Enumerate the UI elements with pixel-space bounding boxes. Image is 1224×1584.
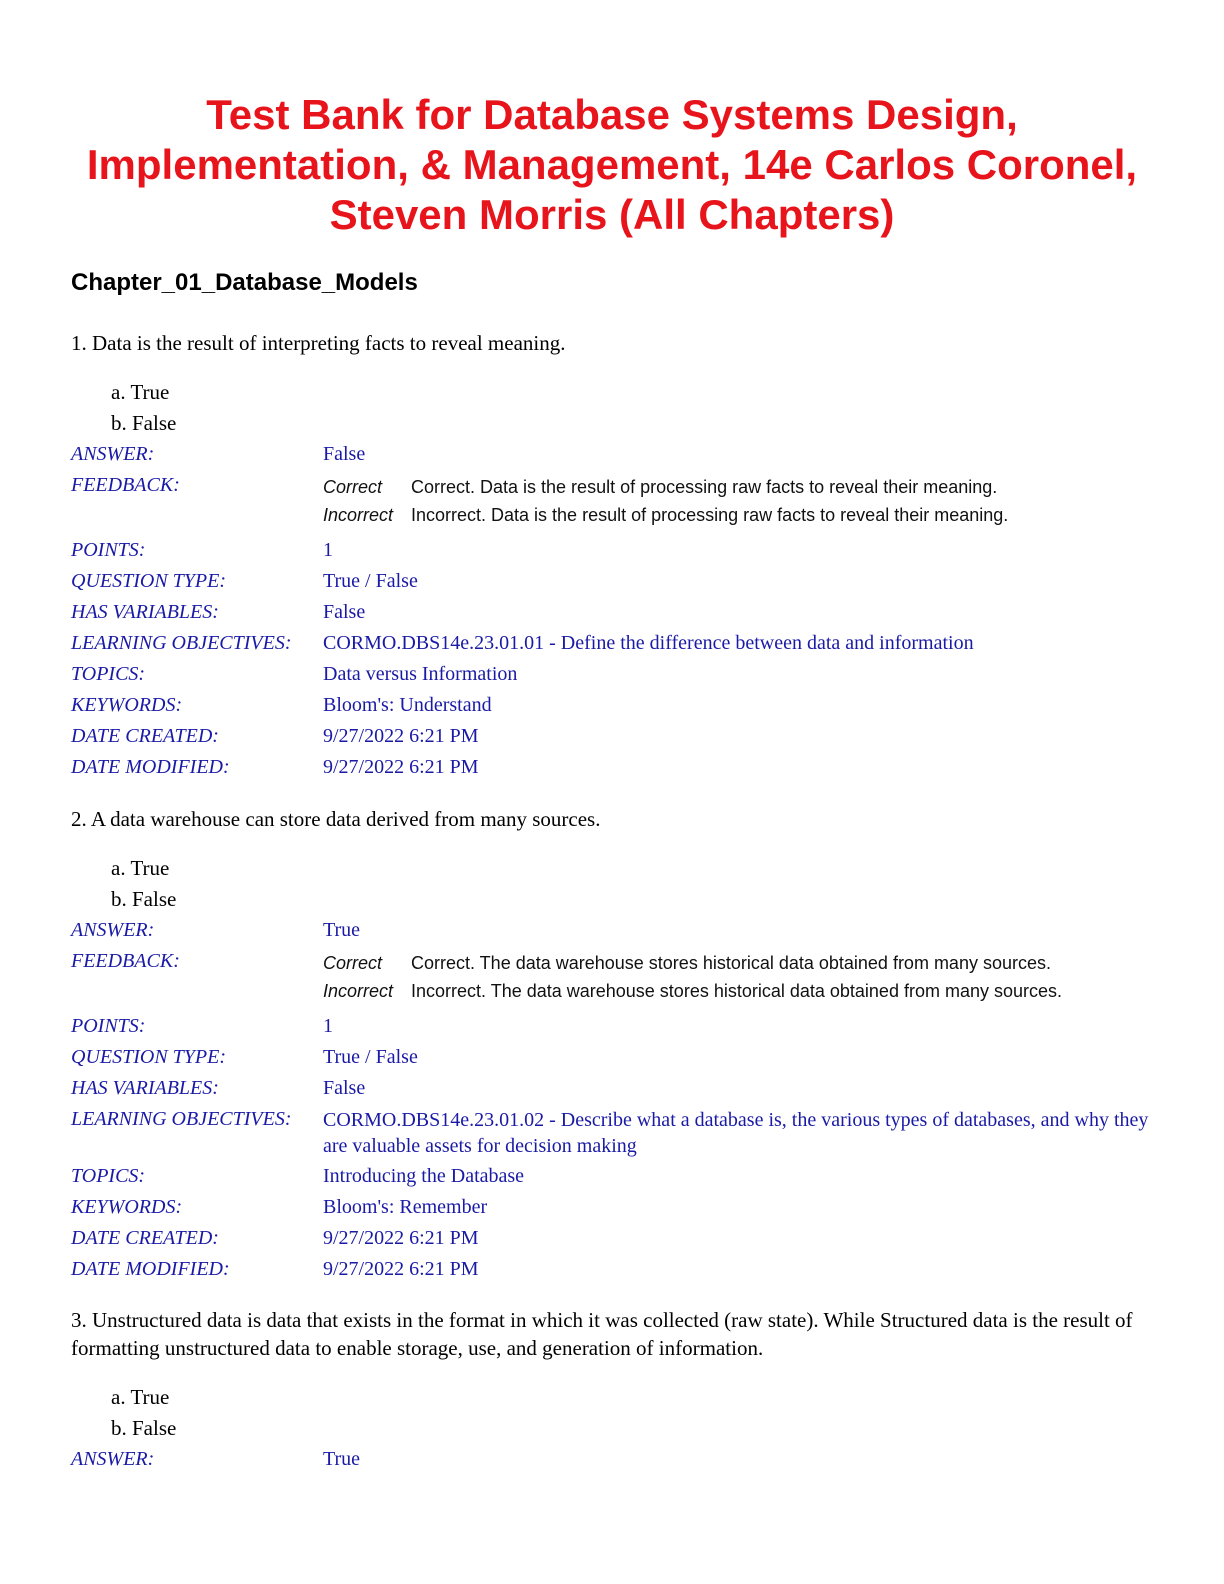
topics-value: Introducing the Database xyxy=(323,1165,525,1187)
chapter-heading: Chapter_01_Database_Models xyxy=(71,269,418,296)
feedback-row xyxy=(71,946,1151,1011)
date-modified-row xyxy=(71,752,1151,783)
keywords-label: KEYWORDS: xyxy=(71,1196,183,1218)
date-modified-value: 9/27/2022 6:21 PM xyxy=(323,756,479,778)
date-modified-value: 9/27/2022 6:21 PM xyxy=(323,1258,479,1280)
feedback-incorrect-text: Incorrect. The data warehouse stores historical data obtained from many sources. xyxy=(411,981,1062,1001)
question-text: 2. A data warehouse can store data derived from many sources. xyxy=(71,807,601,831)
date-modified-label: DATE MODIFIED: xyxy=(71,1258,230,1280)
feedback-label: FEEDBACK: xyxy=(71,474,180,496)
topics-label: TOPICS: xyxy=(71,663,146,685)
option-b: b. False xyxy=(111,887,177,911)
question-type-value: True / False xyxy=(323,1046,418,1068)
question-text: 1. Data is the result of interpreting facts to reveal meaning. xyxy=(71,331,566,355)
keywords-value: Bloom's: Understand xyxy=(323,694,492,716)
answer-options xyxy=(111,377,1151,439)
answer-row xyxy=(71,439,1151,470)
date-created-value: 9/27/2022 6:21 PM xyxy=(323,1227,479,1249)
has-variables-row xyxy=(71,1073,1151,1104)
topics-value: Data versus Information xyxy=(323,663,518,685)
points-label: POINTS: xyxy=(71,1015,146,1037)
points-value: 1 xyxy=(323,1015,333,1037)
feedback-correct-text: Correct. Data is the result of processing raw facts to reveal their meaning. xyxy=(411,477,998,497)
feedback-correct xyxy=(323,473,1151,501)
question-type-label: QUESTION TYPE: xyxy=(71,1046,227,1068)
feedback-incorrect xyxy=(323,501,1151,529)
points-label: POINTS: xyxy=(71,539,146,561)
date-created-label: DATE CREATED: xyxy=(71,725,219,747)
points-value: 1 xyxy=(323,539,333,561)
question-type-label: QUESTION TYPE: xyxy=(71,570,227,592)
learning-objectives-label: LEARNING OBJECTIVES: xyxy=(71,1108,292,1130)
feedback-correct-text: Correct. The data warehouse stores historical data obtained from many sources. xyxy=(411,953,1051,973)
feedback-correct xyxy=(323,949,1151,977)
question-type-row xyxy=(71,1042,1151,1073)
has-variables-value: False xyxy=(323,1077,366,1099)
learning-objectives-value: CORMO.DBS14e.23.01.01 - Define the difference between data and information xyxy=(323,632,974,654)
question-text: 3. Unstructured data is data that exists in the format in which it was collected (raw state). While Structured data is the result of formatting unstructured data to enable storage, use, and generation of information. xyxy=(71,1308,1133,1360)
has-variables-label: HAS VARIABLES: xyxy=(71,601,219,623)
date-modified-row xyxy=(71,1254,1151,1285)
answer-label: ANSWER: xyxy=(71,1448,155,1470)
answer-value: True xyxy=(323,919,361,941)
date-modified-label: DATE MODIFIED: xyxy=(71,756,230,778)
question-metadata xyxy=(71,439,1151,783)
answer-label: ANSWER: xyxy=(71,919,155,941)
topics-label: TOPICS: xyxy=(71,1165,146,1187)
keywords-value: Bloom's: Remember xyxy=(323,1196,488,1218)
option-a: a. True xyxy=(111,1385,170,1409)
option-a: a. True xyxy=(111,856,170,880)
question-metadata xyxy=(71,915,1151,1285)
question-3 xyxy=(71,1306,1151,1475)
option-b: b. False xyxy=(111,1416,177,1440)
feedback-label: FEEDBACK: xyxy=(71,950,180,972)
question-type-value: True / False xyxy=(323,570,418,592)
learning-objectives-row xyxy=(71,1104,1151,1161)
feedback-incorrect-text: Incorrect. Data is the result of processing raw facts to reveal their meaning. xyxy=(411,505,1009,525)
answer-options xyxy=(111,1382,1151,1444)
keywords-row xyxy=(71,1192,1151,1223)
keywords-label: KEYWORDS: xyxy=(71,694,183,716)
date-created-value: 9/27/2022 6:21 PM xyxy=(323,725,479,747)
feedback-correct-tag: Correct xyxy=(323,477,383,497)
answer-row xyxy=(71,1444,1151,1475)
feedback-row xyxy=(71,470,1151,535)
topics-row xyxy=(71,1161,1151,1192)
option-b: b. False xyxy=(111,411,177,435)
learning-objectives-label: LEARNING OBJECTIVES: xyxy=(71,632,292,654)
question-1 xyxy=(71,329,1151,783)
feedback-incorrect-tag: Incorrect xyxy=(323,981,394,1001)
answer-options xyxy=(111,853,1151,915)
feedback-correct-tag: Correct xyxy=(323,953,383,973)
answer-value: False xyxy=(323,443,366,465)
date-created-row xyxy=(71,721,1151,752)
document-title: Test Bank for Database Systems Design, Implementation, & Management, 14e Carlos Coronel, Steven Morris (All Chapters) xyxy=(86,91,1138,238)
feedback-incorrect-tag: Incorrect xyxy=(323,505,394,525)
question-type-row xyxy=(71,566,1151,597)
has-variables-value: False xyxy=(323,601,366,623)
question-2 xyxy=(71,805,1151,1285)
option-a: a. True xyxy=(111,380,170,404)
date-created-row xyxy=(71,1223,1151,1254)
question-metadata xyxy=(71,1444,1151,1475)
points-row xyxy=(71,535,1151,566)
feedback-block xyxy=(323,470,1151,535)
feedback-block xyxy=(323,946,1151,1011)
answer-row xyxy=(71,915,1151,946)
learning-objectives-row xyxy=(71,628,1151,659)
points-row xyxy=(71,1011,1151,1042)
feedback-incorrect xyxy=(323,977,1151,1005)
keywords-row xyxy=(71,690,1151,721)
has-variables-label: HAS VARIABLES: xyxy=(71,1077,219,1099)
date-created-label: DATE CREATED: xyxy=(71,1227,219,1249)
answer-value: True xyxy=(323,1448,361,1470)
answer-label: ANSWER: xyxy=(71,443,155,465)
learning-objectives-value: CORMO.DBS14e.23.01.02 - Describe what a database is, the various types of databases, and why they are valuable assets for decision making xyxy=(323,1109,1149,1157)
topics-row xyxy=(71,659,1151,690)
has-variables-row xyxy=(71,597,1151,628)
